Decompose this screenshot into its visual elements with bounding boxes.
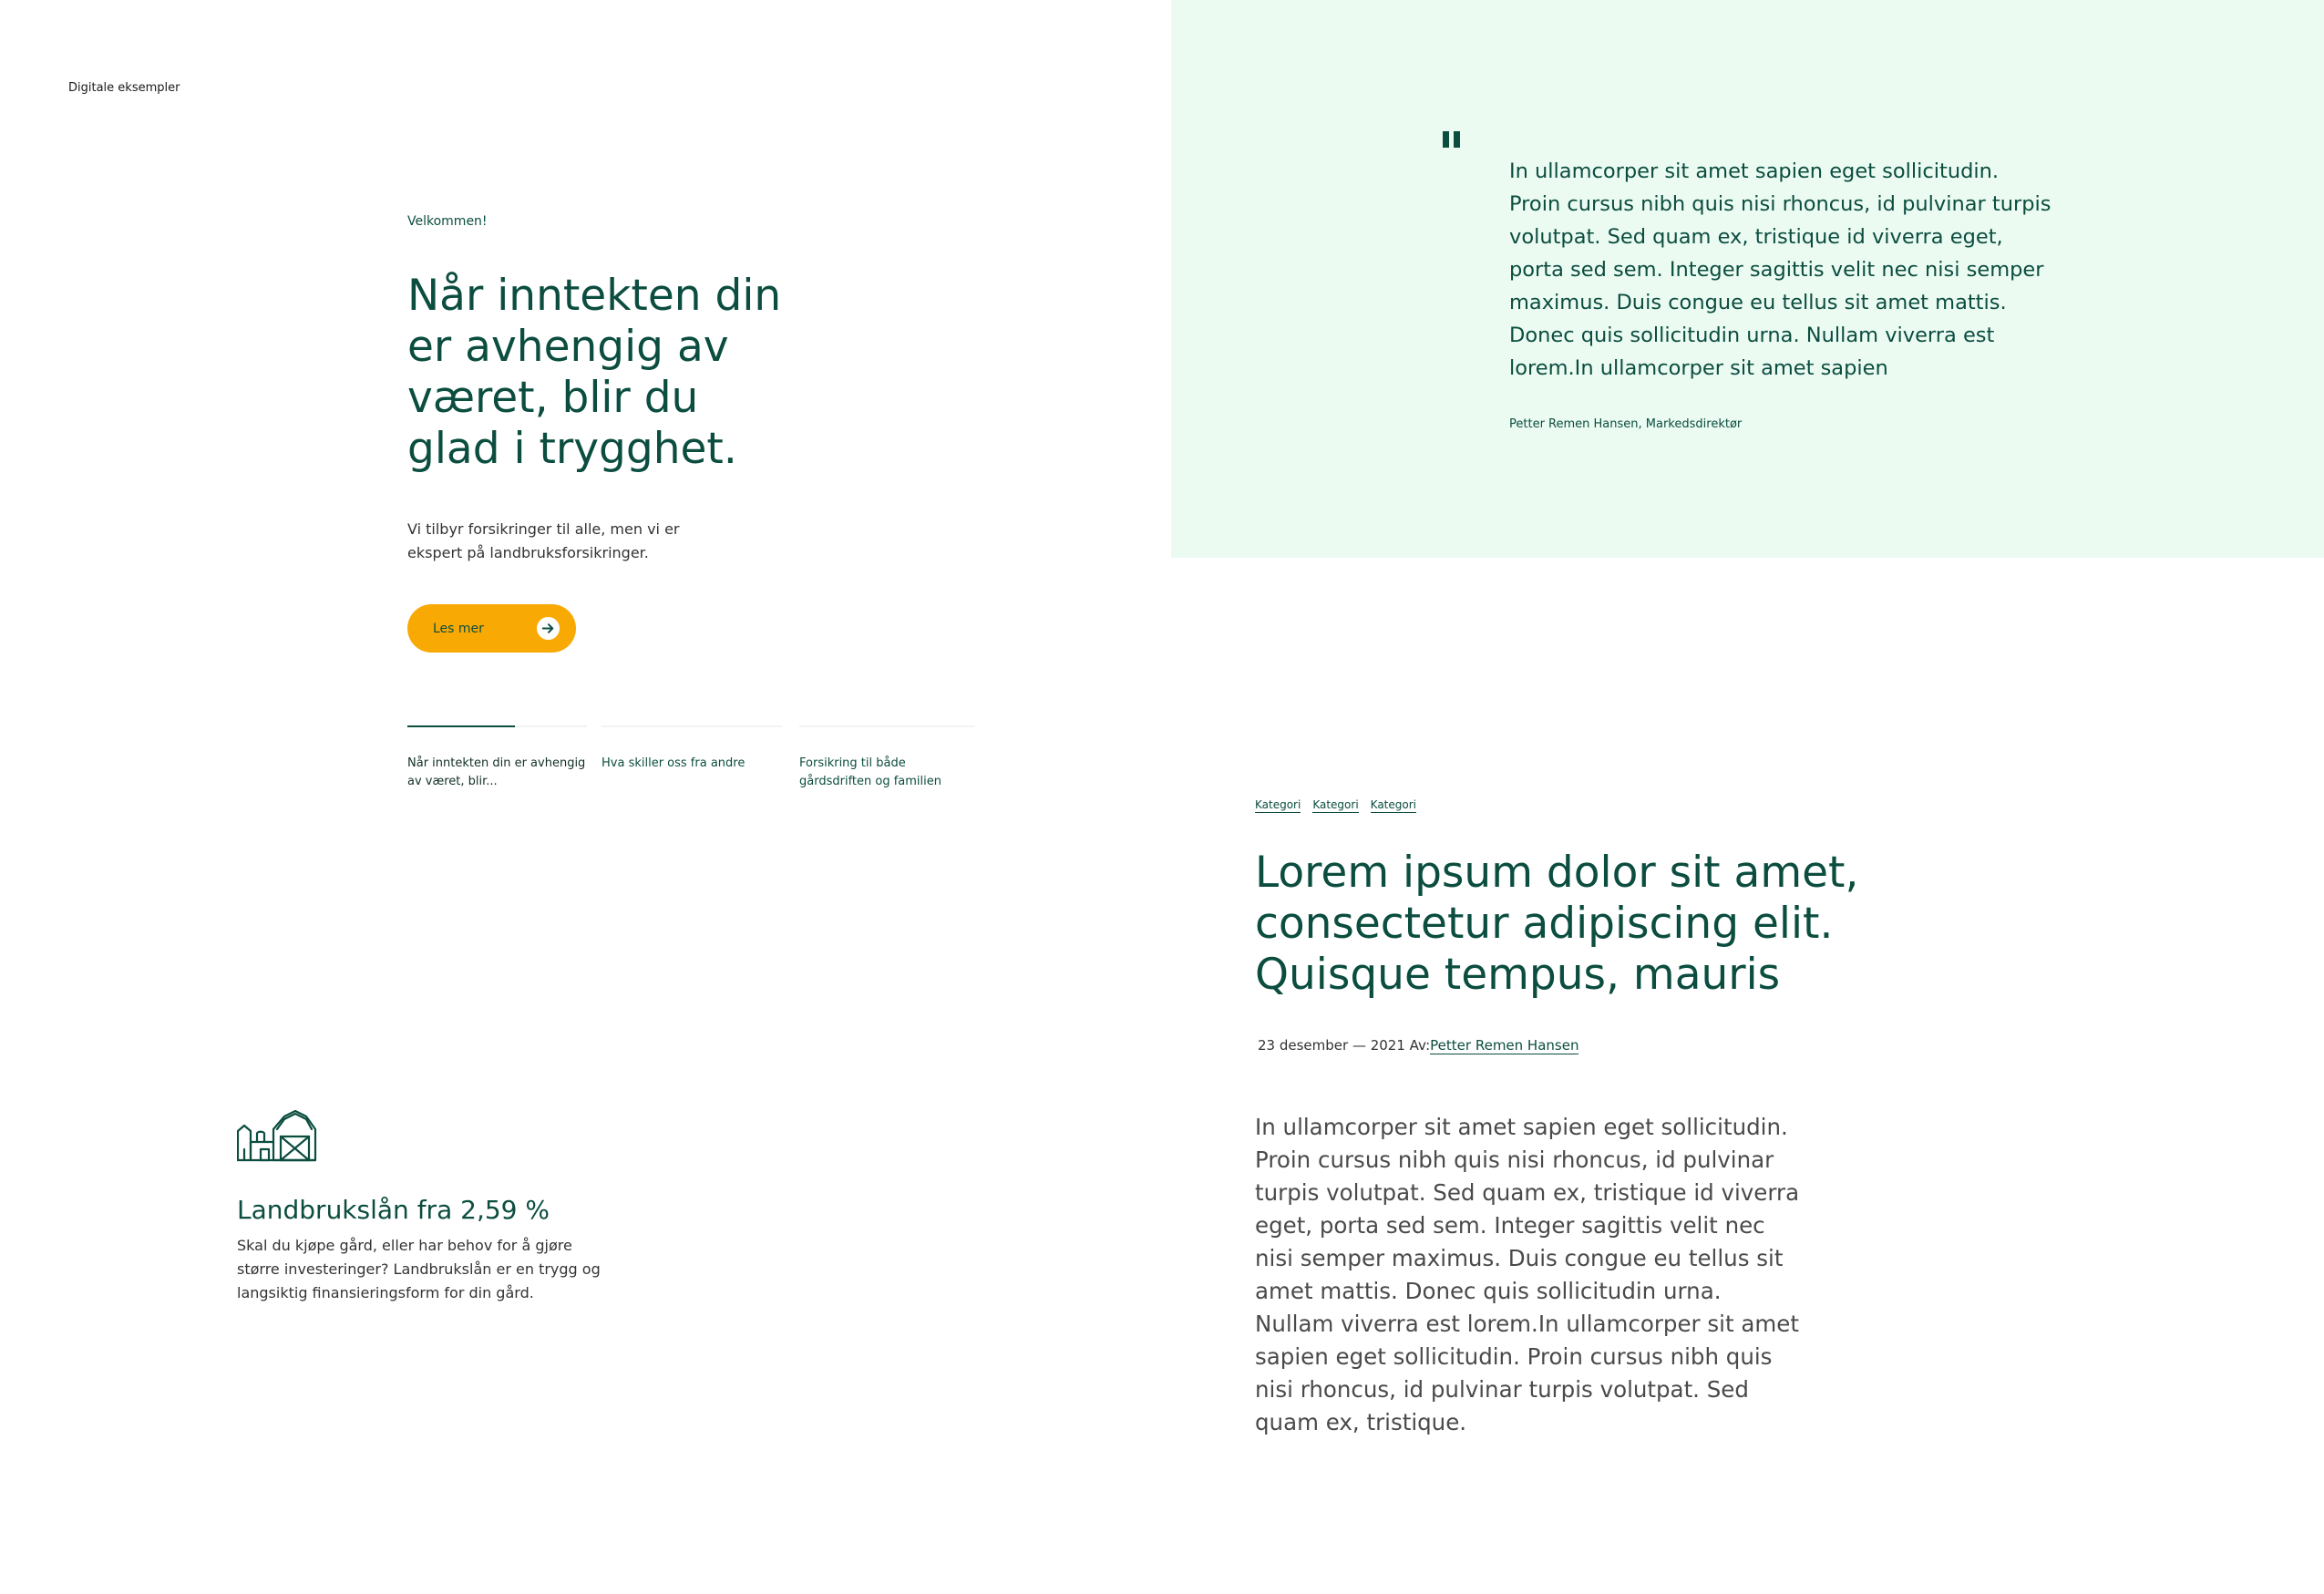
hero-tab-3[interactable] — [799, 725, 974, 791]
quote-text: In ullamcorper sit amet sapien eget sollicitudin. Proin cursus nibh quis nisi rhoncus, id pulvinar turpis volutpat. Sed quam ex, tristique id viverra eget, porta sed sem. Integer sagittis velit nec nisi semper maximus. Duis congue eu tellus sit amet mattis. Donec quis sollicitudin urna. Nullam viverra est lorem.In ullamcorper sit amet sapien — [1509, 159, 2051, 380]
feature-description: Skal du kjøpe gård, eller har behov for å gjøre større investeringer? Landbrukslån er en trygg og langsiktig finansieringsform for din gård. — [237, 1237, 601, 1301]
author-link[interactable]: Petter Remen Hansen — [1430, 1037, 1579, 1054]
tab-progress-track — [407, 725, 587, 727]
quote-mark-icon — [1443, 131, 1462, 152]
read-more-button[interactable] — [407, 604, 576, 653]
hero-title: Når inntekten din er avhengig av været, blir du glad i trygghet. — [407, 271, 782, 474]
tab-progress-track — [799, 725, 974, 727]
farm-barn-icon — [237, 1109, 317, 1162]
category-link[interactable]: Kategori — [1312, 798, 1359, 811]
hero-eyebrow: Velkommen! — [407, 214, 488, 229]
article-meta — [1258, 1037, 1578, 1054]
hero-tab-1[interactable] — [407, 725, 587, 791]
hero-tab-label: Forsikring til både gårdsdriften og familien — [799, 756, 941, 788]
hero-tab-label: Når inntekten din er avhengig av været, blir... — [407, 756, 586, 788]
author-prefix: Av: — [1409, 1037, 1431, 1054]
hero-tab-label: Hva skiller oss fra andre — [602, 756, 746, 770]
article-date: 23 desember — 2021 — [1258, 1037, 1405, 1054]
tab-progress-bar — [407, 725, 515, 727]
tab-progress-track — [602, 725, 782, 727]
hero-tab-2[interactable] — [602, 725, 782, 773]
category-link[interactable]: Kategori — [1370, 798, 1416, 811]
arrow-right-circle-icon — [536, 616, 560, 641]
hero-description: Vi tilbyr forsikringer til alle, men vi er ekspert på landbruksforsikringer. — [407, 520, 680, 561]
category-list — [1255, 797, 1416, 813]
article-body: In ullamcorper sit amet sapien eget sollicitudin. Proin cursus nibh quis nisi rhoncus, id pulvinar turpis volutpat. Sed quam ex, tristique id viverra eget, porta sed sem. Integer sagittis velit nec nisi semper maximus. Duis congue eu tellus sit amet mattis. Donec quis sollicitudin urna. Nullam viverra est lorem.In ullamcorper sit amet sapien eget sollicitudin. Proin cursus nibh quis nisi rhoncus, id pulvinar turpis volutpat. Sed quam ex, tristique. — [1255, 1114, 1800, 1435]
page-label: Digitale eksempler — [68, 81, 180, 95]
quote-author: Petter Remen Hansen, Markedsdirektør — [1509, 417, 1743, 431]
article-title: Lorem ipsum dolor sit amet, consectetur adipiscing elit. Quisque tempus, mauris — [1255, 848, 1859, 1000]
feature-title: Landbrukslån fra 2,59 % — [237, 1195, 550, 1225]
category-link[interactable]: Kategori — [1255, 798, 1301, 811]
read-more-label: Les mer — [433, 621, 484, 636]
